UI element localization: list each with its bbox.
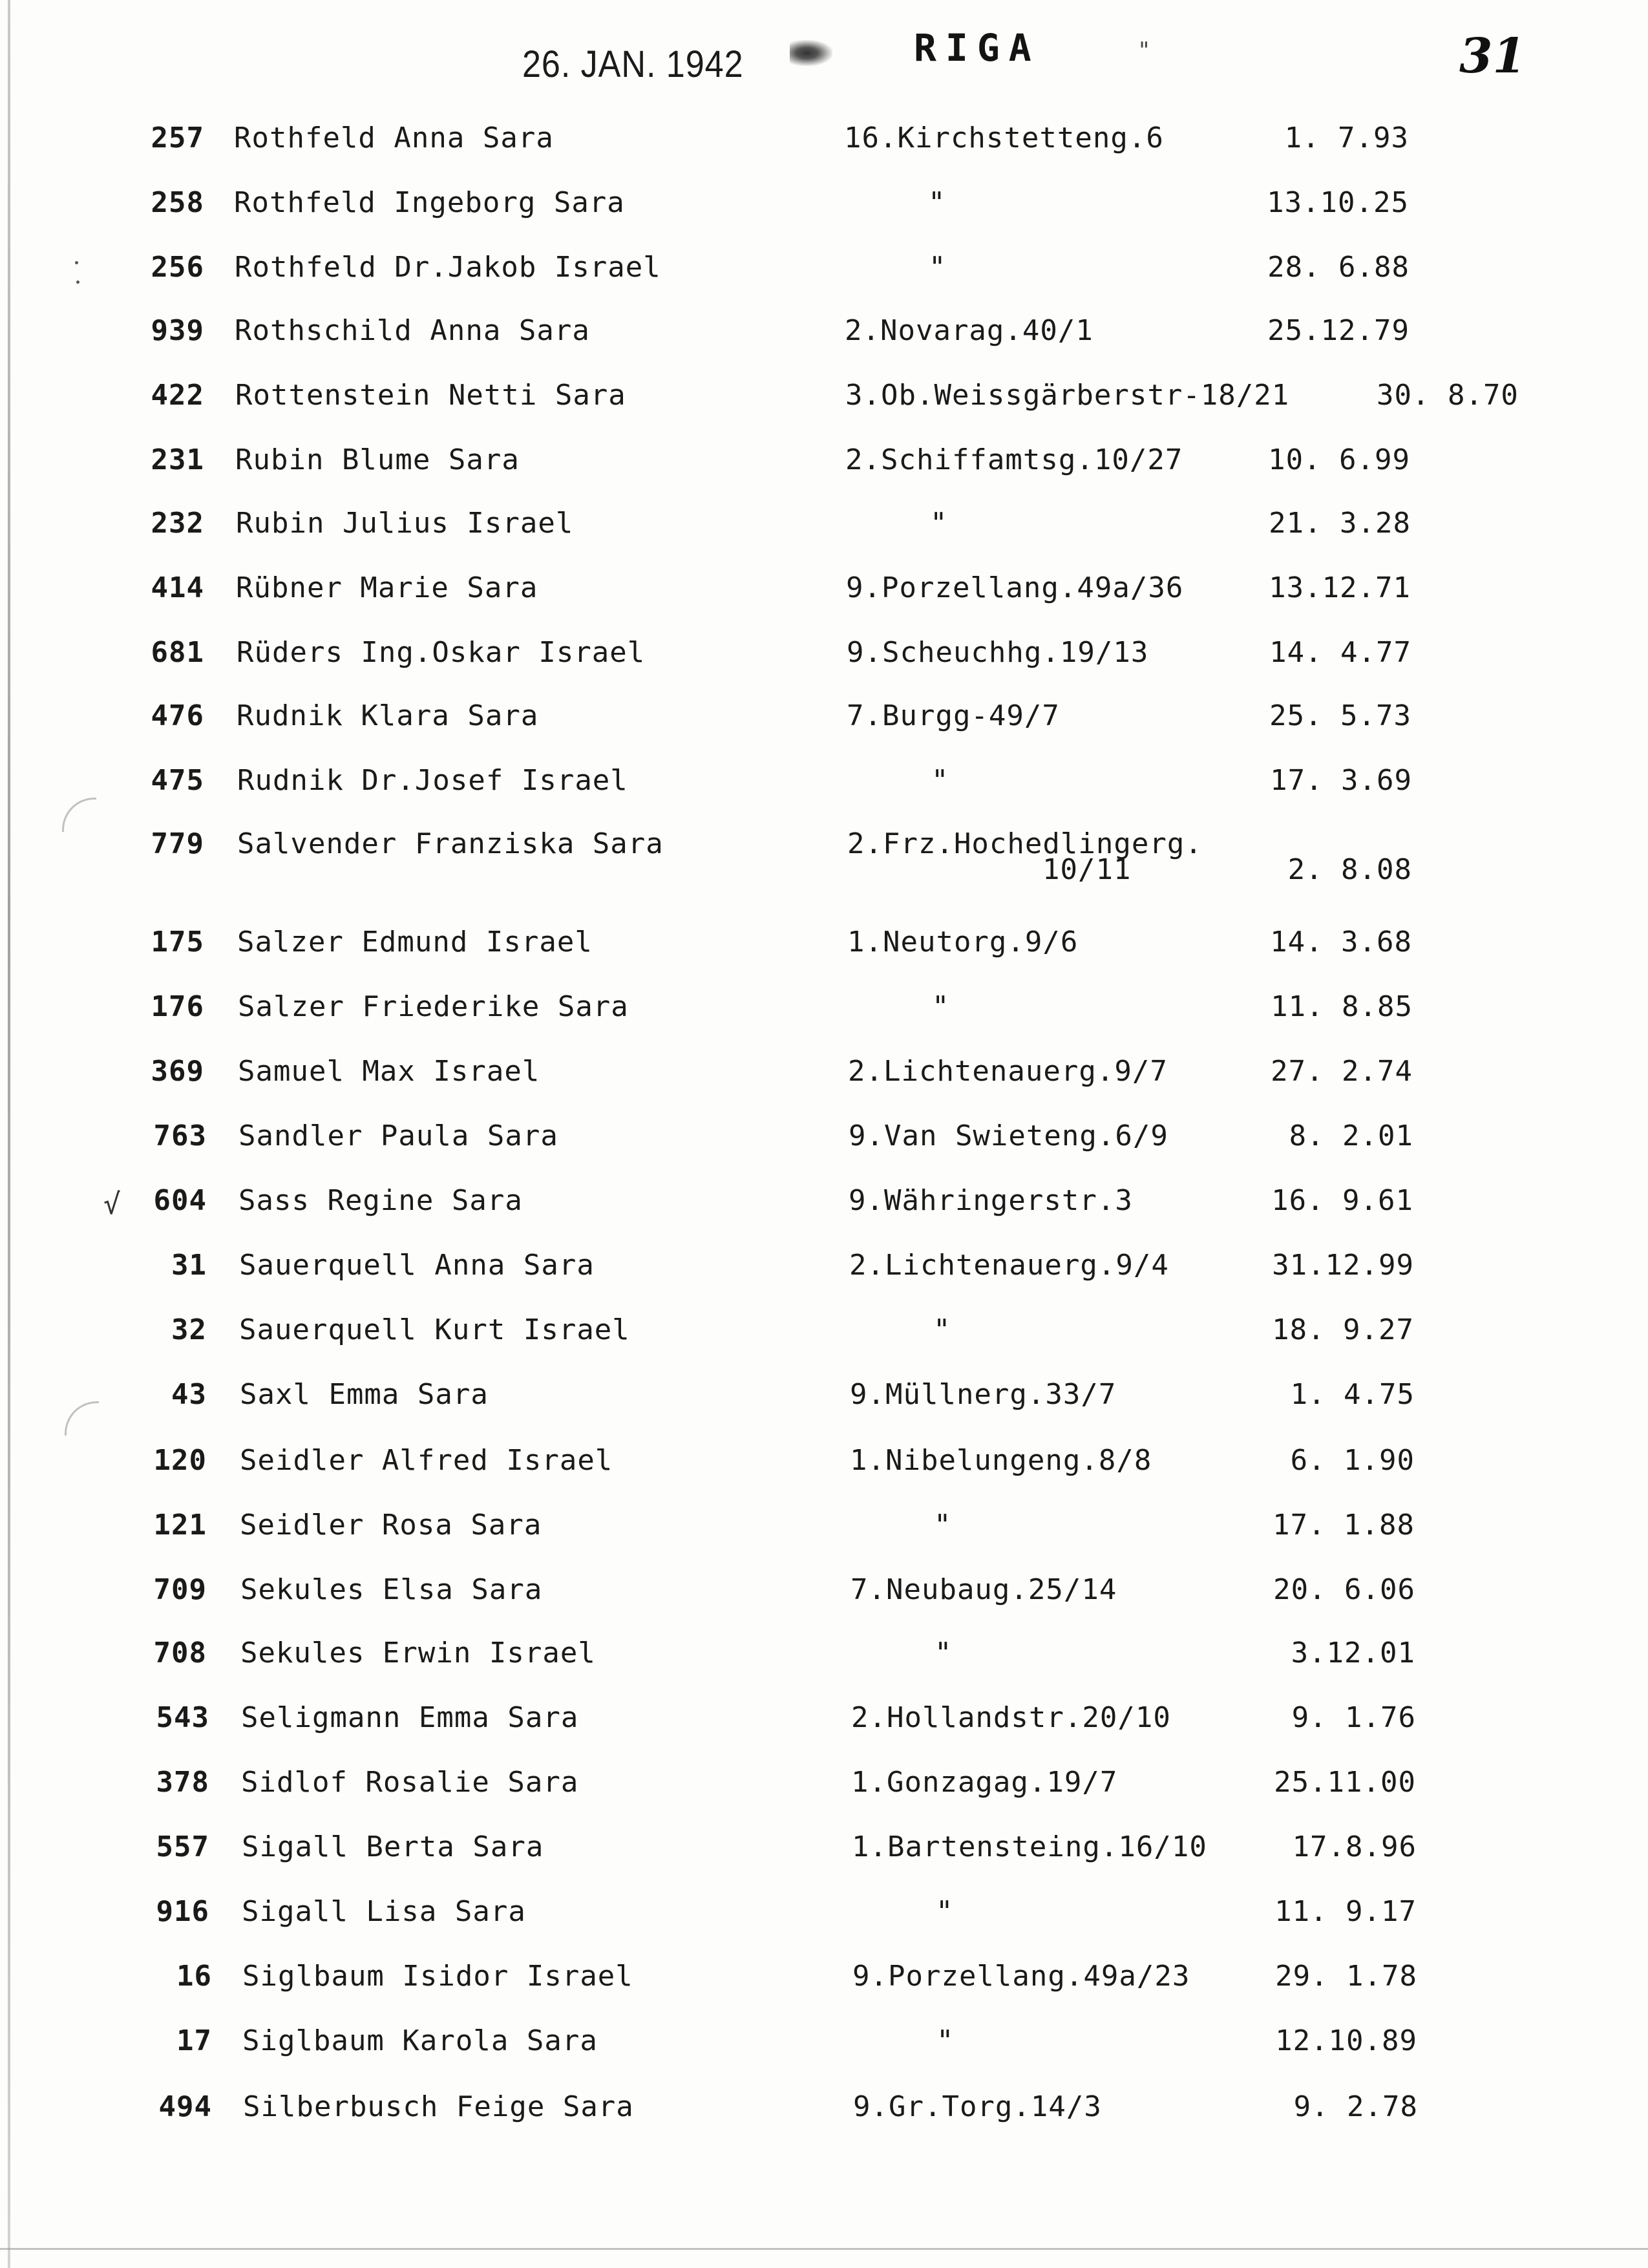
- list-row: [0, 1054, 1648, 1092]
- person-name: Rüders Ing.Oskar Israel: [237, 636, 646, 669]
- person-name: Rottenstein Netti Sara: [235, 379, 626, 412]
- address: ": [932, 990, 950, 1023]
- address: ": [936, 2024, 955, 2057]
- birth-date: 14. 4.77: [1269, 636, 1411, 669]
- entry-number: 120: [153, 1444, 207, 1477]
- list-row: [0, 989, 1648, 1028]
- person-name: Sass Regine Sara: [238, 1184, 523, 1217]
- birth-date: 17. 1.88: [1273, 1509, 1415, 1542]
- birth-date: 31.12.99: [1272, 1249, 1414, 1282]
- address: ": [930, 507, 948, 540]
- entry-number: 121: [153, 1509, 207, 1542]
- person-name: Sekules Erwin Israel: [240, 1637, 596, 1669]
- entry-number: 422: [151, 379, 204, 412]
- list-row: [0, 826, 1648, 886]
- address: ": [929, 251, 947, 284]
- address: 1.Neutorg.9/6: [847, 926, 1079, 959]
- birth-date: 13.10.25: [1267, 186, 1409, 219]
- entry-number: 709: [153, 1573, 207, 1606]
- address-continuation: 10/11: [1042, 853, 1132, 886]
- address: 16.Kirchstetteng.6: [844, 122, 1164, 154]
- person-name: Seligmann Emma Sara: [241, 1701, 579, 1734]
- list-row: [0, 1700, 1648, 1739]
- list-row: [0, 1765, 1648, 1803]
- list-row: [0, 1312, 1648, 1351]
- birth-date: 18. 9.27: [1272, 1313, 1414, 1346]
- birth-date: 9. 2.78: [1293, 2090, 1418, 2123]
- list-row: [0, 1572, 1648, 1611]
- entry-number: 708: [153, 1637, 207, 1669]
- list-row: [0, 1118, 1648, 1157]
- person-name: Sauerquell Anna Sara: [239, 1249, 595, 1282]
- list-row: [0, 120, 1648, 159]
- person-name: Rudnik Klara Sara: [237, 699, 539, 732]
- person-name: Samuel Max Israel: [238, 1055, 540, 1088]
- birth-date: 11. 9.17: [1274, 1895, 1417, 1928]
- person-name: Rothfeld Ingeborg Sara: [234, 186, 625, 219]
- entry-number: 258: [151, 186, 204, 219]
- list-row: [0, 924, 1648, 963]
- birth-date: 9. 1.76: [1291, 1701, 1416, 1734]
- entry-number: 256: [151, 251, 204, 284]
- person-name: Rübner Marie Sara: [236, 571, 538, 604]
- entry-number: 378: [156, 1766, 209, 1799]
- address: ": [931, 764, 949, 797]
- birth-date: 25. 5.73: [1269, 699, 1411, 732]
- list-row: [0, 249, 1648, 288]
- entry-number: 543: [156, 1701, 209, 1734]
- birth-date: 3.12.01: [1291, 1637, 1415, 1669]
- birth-date: 17. 3.69: [1270, 764, 1412, 797]
- birth-date: 1. 7.93: [1284, 122, 1409, 154]
- birth-date: 6. 1.90: [1290, 1444, 1415, 1477]
- list-row: [0, 1894, 1648, 1933]
- entry-number: 779: [151, 827, 204, 860]
- entry-number: 31: [171, 1249, 207, 1282]
- person-name: Salzer Friederike Sara: [238, 990, 629, 1023]
- document-title: RIGA: [914, 26, 1041, 70]
- person-name: Rothfeld Dr.Jakob Israel: [235, 251, 661, 284]
- entry-number: 16: [176, 1960, 212, 1993]
- entry-number: 939: [151, 314, 204, 347]
- birth-date: 16. 9.61: [1271, 1184, 1413, 1217]
- birth-date: 25.12.79: [1267, 314, 1410, 347]
- address: 7.Burgg-49/7: [847, 699, 1060, 732]
- entry-number: 176: [151, 990, 204, 1023]
- address: 1.Bartensteing.16/10: [852, 1830, 1207, 1863]
- address: ": [936, 1895, 954, 1928]
- address: ": [928, 186, 946, 219]
- entry-number: 232: [151, 507, 204, 540]
- birth-date: 28. 6.88: [1267, 251, 1410, 284]
- birth-date: 14. 3.68: [1270, 926, 1412, 959]
- person-name: Seidler Alfred Israel: [240, 1444, 613, 1477]
- address: 9.Müllnerg.33/7: [850, 1378, 1117, 1411]
- page-bottom-edge: [0, 2248, 1648, 2250]
- person-name: Saxl Emma Sara: [240, 1378, 489, 1411]
- list-row: [0, 1829, 1648, 1868]
- birth-date: 12.10.89: [1275, 2024, 1417, 2057]
- list-row: [0, 377, 1648, 416]
- address: 2.Frz.Hochedlingerg.: [847, 827, 1203, 860]
- list-row: [0, 2023, 1648, 2062]
- list-row: [0, 313, 1648, 352]
- list-row: [0, 1247, 1648, 1286]
- address: 3.Ob.Weissgärberstr-18/21: [845, 379, 1290, 412]
- list-row: [0, 1377, 1648, 1415]
- list-row: [0, 1443, 1648, 1481]
- header-mark: ": [1137, 37, 1151, 63]
- person-name: Salvender Franziska Sara: [237, 827, 664, 860]
- address: 9.Scheuchhg.19/13: [847, 636, 1149, 669]
- person-name: Siglbaum Karola Sara: [242, 2024, 598, 2057]
- entry-number: 475: [151, 764, 204, 797]
- person-name: Sigall Lisa Sara: [242, 1895, 526, 1928]
- address: 2.Hollandstr.20/10: [851, 1701, 1171, 1734]
- birth-date: 20. 6.06: [1273, 1573, 1415, 1606]
- entry-number: 231: [151, 443, 204, 476]
- person-name: Rubin Blume Sara: [235, 443, 520, 476]
- person-name: Rudnik Dr.Josef Israel: [237, 764, 628, 797]
- entry-number: 43: [171, 1378, 207, 1411]
- person-name: Seidler Rosa Sara: [240, 1509, 542, 1542]
- list-row: [0, 1507, 1648, 1546]
- list-row: [0, 1635, 1648, 1674]
- entry-number: 369: [151, 1055, 204, 1088]
- page-number: 31: [1459, 28, 1526, 84]
- birth-date: 11. 8.85: [1271, 990, 1413, 1023]
- address: 9.Gr.Torg.14/3: [853, 2090, 1102, 2123]
- address: 2.Novarag.40/1: [845, 314, 1093, 347]
- person-name: Sigall Berta Sara: [242, 1830, 544, 1863]
- birth-date: 29. 1.78: [1275, 1960, 1417, 1993]
- address: ": [934, 1509, 952, 1542]
- address: 9.Van Swieteng.6/9: [849, 1119, 1168, 1152]
- list-row: [0, 1958, 1648, 1997]
- person-name: Sekules Elsa Sara: [240, 1573, 543, 1606]
- birth-date: 1. 4.75: [1290, 1378, 1415, 1411]
- birth-date: 21. 3.28: [1269, 507, 1411, 540]
- birth-date: 10. 6.99: [1268, 443, 1410, 476]
- person-name: Rubin Julius Israel: [236, 507, 574, 540]
- person-name: Sandler Paula Sara: [238, 1119, 558, 1152]
- list-row: [0, 763, 1648, 801]
- person-name: Sauerquell Kurt Israel: [239, 1313, 630, 1346]
- ink-smudge: [790, 40, 832, 66]
- list-row: [0, 1183, 1648, 1222]
- birth-date: 13.12.71: [1269, 571, 1411, 604]
- entry-number: 476: [151, 699, 204, 732]
- birth-date: 25.11.00: [1274, 1766, 1416, 1799]
- entry-number: 681: [151, 636, 204, 669]
- entry-number: 32: [171, 1313, 207, 1346]
- address: 2.Lichtenauerg.9/7: [848, 1055, 1168, 1088]
- list-row: [0, 2089, 1648, 2128]
- person-name: Rothschild Anna Sara: [235, 314, 590, 347]
- address: ": [935, 1637, 953, 1669]
- address: 7.Neubaug.25/14: [850, 1573, 1117, 1606]
- list-row: [0, 505, 1648, 544]
- person-name: Siglbaum Isidor Israel: [242, 1960, 633, 1993]
- entry-number: 414: [151, 571, 204, 604]
- list-row: [0, 698, 1648, 737]
- address: 9.Porzellang.49a/23: [852, 1960, 1190, 1993]
- date-stamp: 26. JAN. 1942: [522, 43, 744, 85]
- address: 9.Währingerstr.3: [849, 1184, 1133, 1217]
- list-row: [0, 635, 1648, 673]
- list-row: [0, 442, 1648, 481]
- person-name: Salzer Edmund Israel: [237, 926, 593, 959]
- person-name: Rothfeld Anna Sara: [234, 122, 554, 154]
- address: ": [933, 1313, 951, 1346]
- birth-date: 8. 2.01: [1289, 1119, 1413, 1152]
- birth-date: 30. 8.70: [1377, 379, 1519, 412]
- entry-number: 257: [151, 122, 204, 154]
- entry-number: 17: [176, 2024, 212, 2057]
- address: 1.Gonzagag.19/7: [851, 1766, 1118, 1799]
- list-row: [0, 570, 1648, 609]
- address: 2.Lichtenauerg.9/4: [849, 1249, 1169, 1282]
- entry-number: 604: [153, 1184, 207, 1217]
- person-name: Silberbusch Feige Sara: [243, 2090, 634, 2123]
- entry-number: 557: [156, 1830, 209, 1863]
- entry-number: 175: [151, 926, 204, 959]
- address: 2.Schiffamtsg.10/27: [845, 443, 1183, 476]
- birth-date: 17.8.96: [1292, 1830, 1417, 1863]
- entry-number: 916: [156, 1895, 209, 1928]
- birth-date: 27. 2.74: [1271, 1055, 1413, 1088]
- birth-date: 2. 8.08: [1287, 853, 1412, 886]
- address: 1.Nibelungeng.8/8: [850, 1444, 1152, 1477]
- entry-number: 494: [158, 2090, 212, 2123]
- address: 9.Porzellang.49a/36: [846, 571, 1184, 604]
- list-row: [0, 185, 1648, 224]
- check-mark: √: [103, 1188, 121, 1221]
- entry-number: 763: [153, 1119, 207, 1152]
- person-name: Sidlof Rosalie Sara: [241, 1766, 579, 1799]
